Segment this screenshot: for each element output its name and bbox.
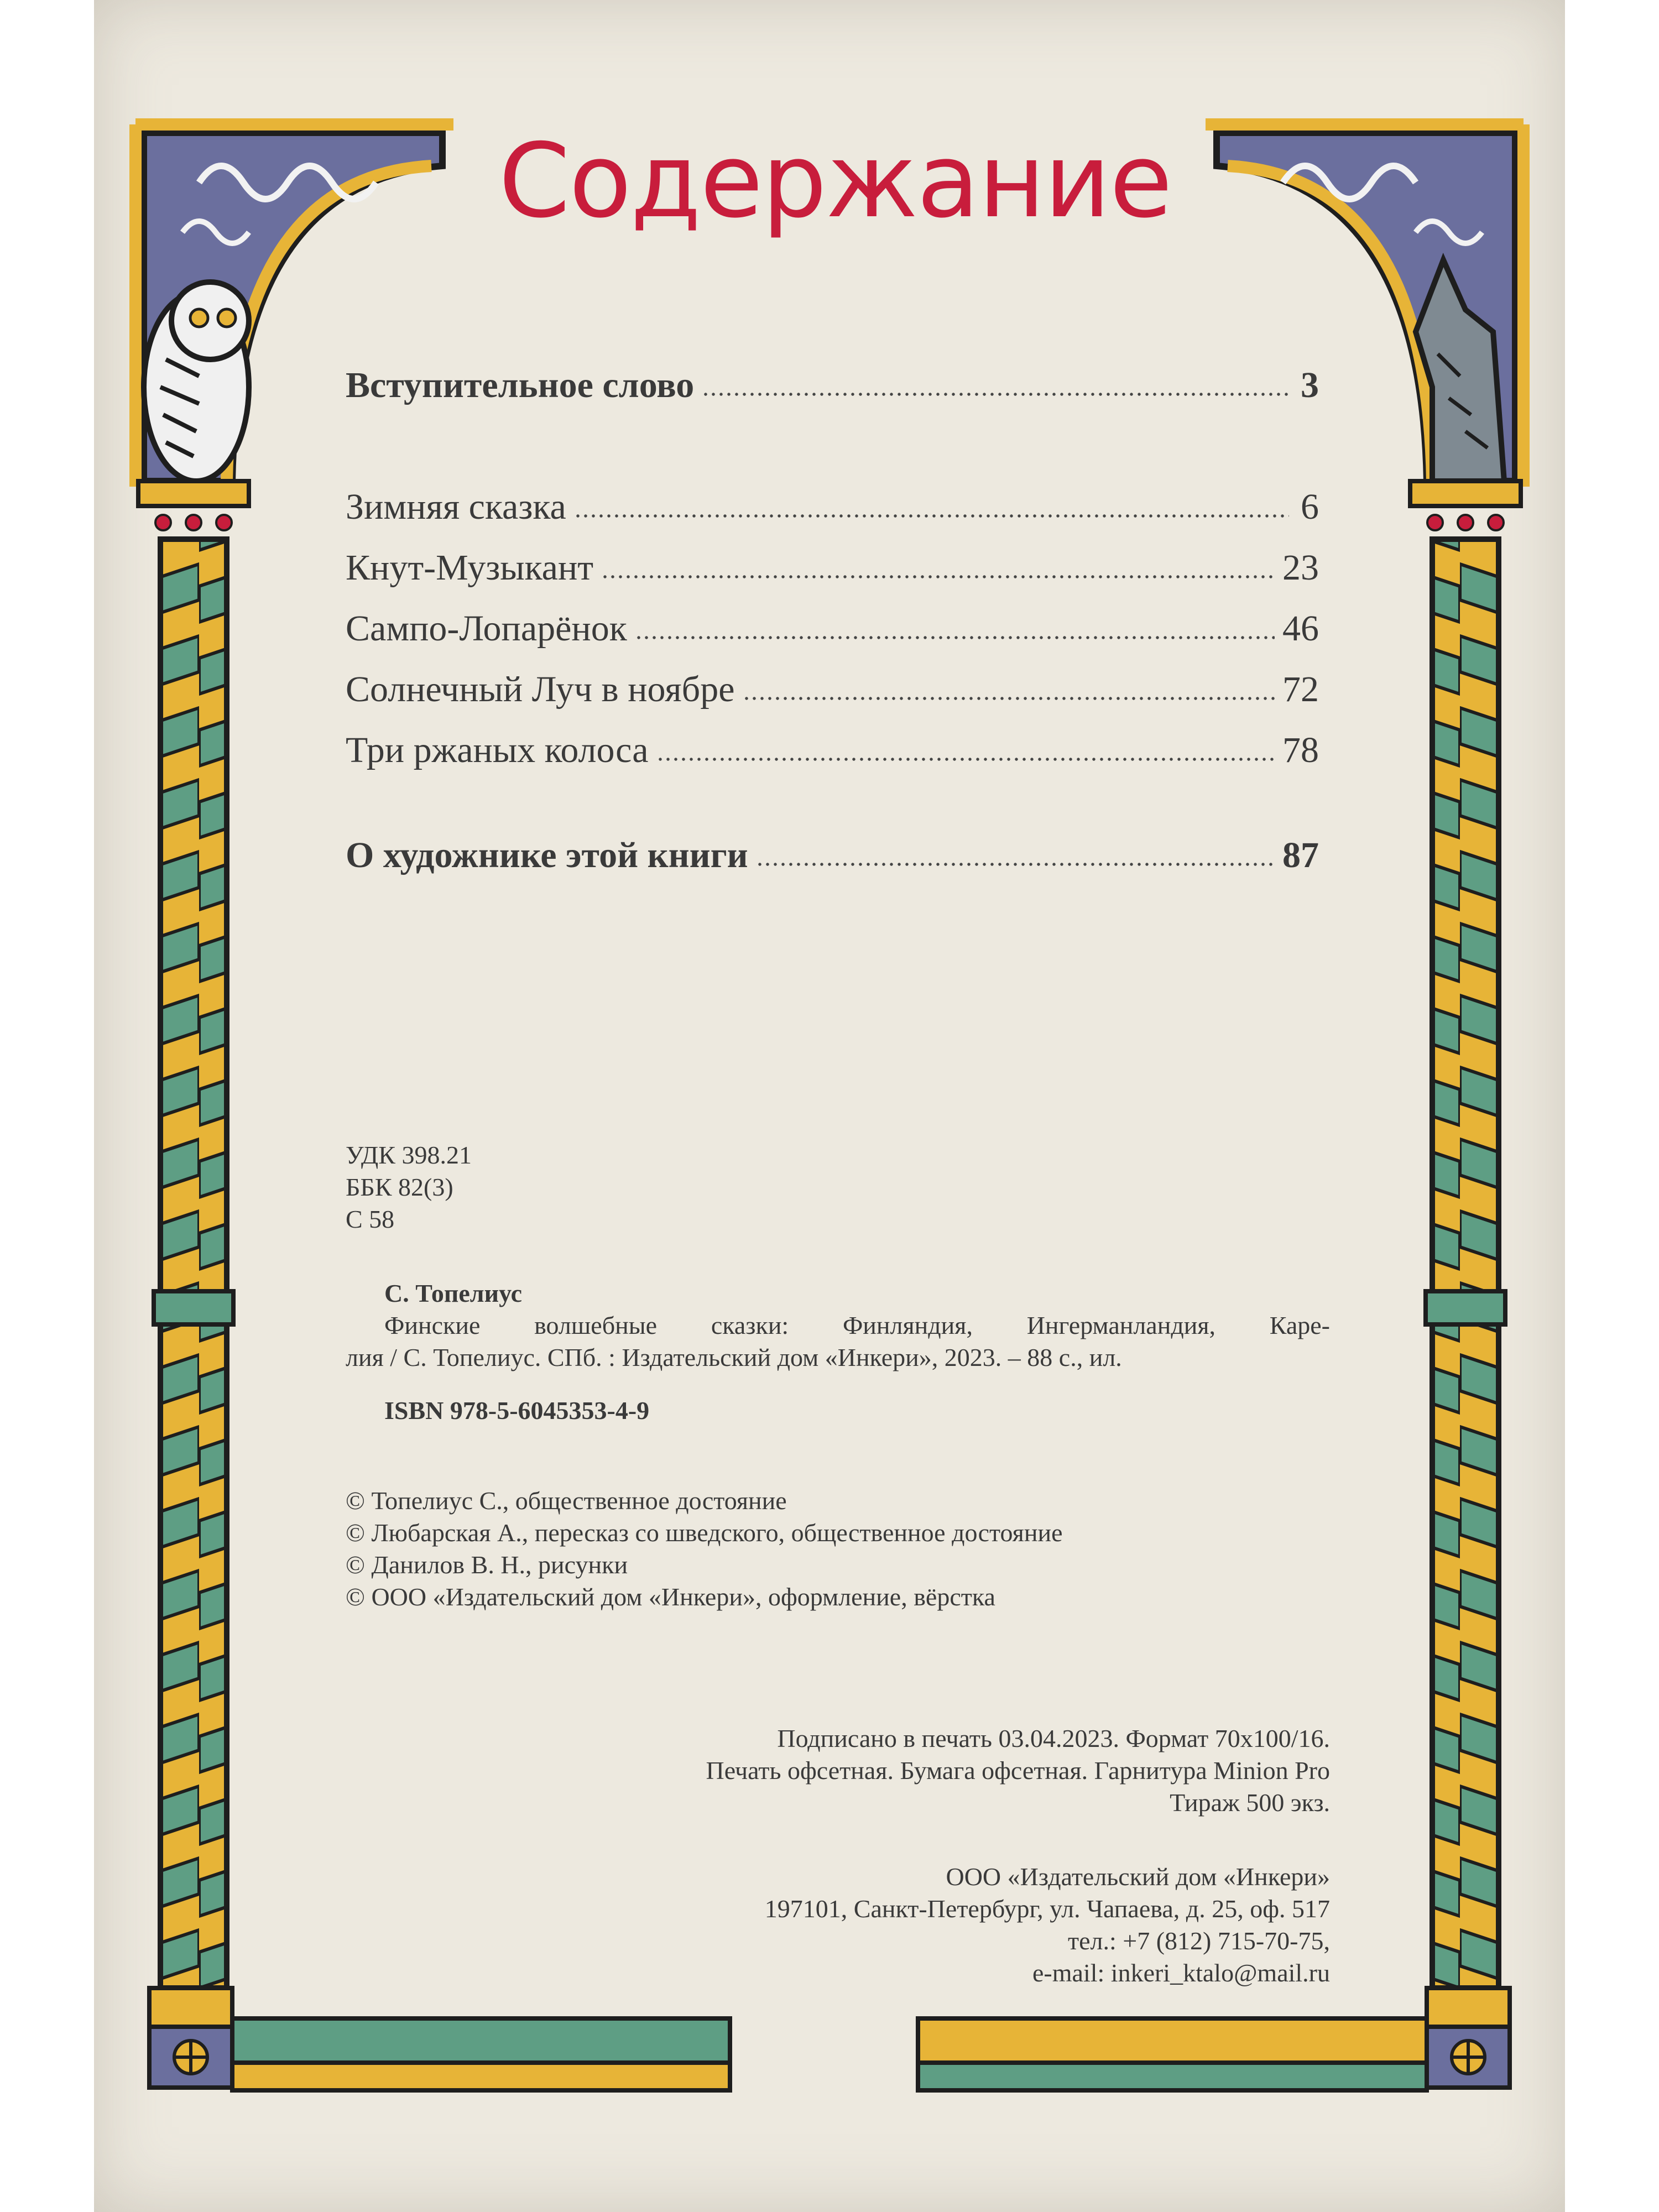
toc-dot-leader [601, 575, 1275, 578]
bib-description-line-2: лия / С. Топелиус. СПб. : Издательский дом «Инкери», 2023. – 88 с., ил. [346, 1343, 1122, 1371]
publisher-name: ООО «Издательский дом «Инкери» [946, 1863, 1330, 1891]
isbn: ISBN 978-5-6045353-4-9 [384, 1396, 650, 1425]
print-info [553, 1723, 1330, 1819]
toc-entry-title: Сампо-Лопарёнок [346, 608, 627, 649]
toc-entry-title: Солнечный Луч в ноябре [346, 669, 735, 709]
toc-entry-page: 87 [1282, 835, 1319, 875]
toc-entry [346, 536, 1319, 586]
bib-description-line-1: Финские волшебные сказки: Финляндия, Ингерманландия, Каре- [384, 1311, 1330, 1339]
author-code: С 58 [346, 1205, 395, 1233]
left-column-ring [154, 1291, 233, 1324]
print-info-line: Печать офсетная. Бумага офсетная. Гарнитура Minion Pro [706, 1756, 1330, 1785]
copyright-line: © Данилов В. Н., рисунки [346, 1551, 628, 1579]
right-twisted-column [1432, 539, 1499, 1988]
publisher-phone: тел.: +7 (812) 715-70-75, [1068, 1927, 1330, 1955]
print-info-line: Подписано в печать 03.04.2023. Формат 70х100/16. [777, 1724, 1330, 1752]
toc-dot-leader [656, 758, 1275, 761]
toc-entry-title: О художнике этой книги [346, 835, 748, 875]
bibliographic-record [346, 1277, 1330, 1427]
bottom-left-bar [232, 2018, 730, 2090]
toc-entry-title: Зимняя сказка [346, 487, 566, 527]
toc-entry-page: 78 [1282, 730, 1319, 770]
toc-entry-page: 46 [1282, 608, 1319, 649]
publisher-info [553, 1861, 1330, 1989]
right-capital [1410, 481, 1521, 530]
toc-entry-title: Кнут-Музыкант [346, 547, 594, 588]
bottom-right-bar [918, 2018, 1427, 2090]
toc-entry [346, 597, 1319, 647]
toc-entry [346, 658, 1319, 708]
toc-dot-leader [635, 636, 1275, 639]
left-capital [138, 481, 249, 530]
publisher-email: e-mail: inkeri_ktalo@mail.ru [1032, 1959, 1330, 1987]
toc-entry-title: Вступительное слово [346, 365, 695, 405]
toc-dot-leader [743, 697, 1275, 700]
print-info-line: Тираж 500 экз. [1170, 1788, 1330, 1817]
toc-entry-page: 6 [1301, 487, 1319, 527]
toc-entry [346, 719, 1319, 769]
bbk-code: ББК 82(3) [346, 1173, 453, 1201]
toc-entry [346, 476, 1319, 525]
toc-entry-page: 23 [1282, 547, 1319, 588]
bib-author: С. Топелиус [384, 1279, 523, 1307]
toc-dot-leader [574, 514, 1289, 518]
page-title: Содержание [498, 121, 1172, 241]
right-column-base [1427, 1988, 1510, 2088]
toc-entry-title: Три ржаных колоса [346, 730, 649, 770]
classification-codes [346, 1139, 472, 1235]
copyright-line: © ООО «Издательский дом «Инкери», оформление, вёрстка [346, 1583, 995, 1611]
copyright-list [346, 1485, 1063, 1613]
copyright-line: © Топелиус С., общественное достояние [346, 1486, 787, 1515]
publisher-address: 197101, Санкт-Петербург, ул. Чапаева, д. 25, оф. 517 [764, 1895, 1330, 1923]
copyright-line: © Любарская А., пересказ со шведского, общественное достояние [346, 1519, 1063, 1547]
toc-entry-page: 72 [1282, 669, 1319, 709]
udk-code: УДК 398.21 [346, 1141, 472, 1169]
right-column-ring [1426, 1291, 1505, 1324]
toc-dot-leader [756, 863, 1275, 866]
toc-dot-leader [702, 393, 1289, 396]
left-column-base [149, 1988, 232, 2088]
toc-entry-page: 3 [1301, 365, 1319, 405]
toc-entry [346, 354, 1319, 404]
left-twisted-column [160, 539, 227, 1988]
toc-entry [346, 824, 1319, 874]
